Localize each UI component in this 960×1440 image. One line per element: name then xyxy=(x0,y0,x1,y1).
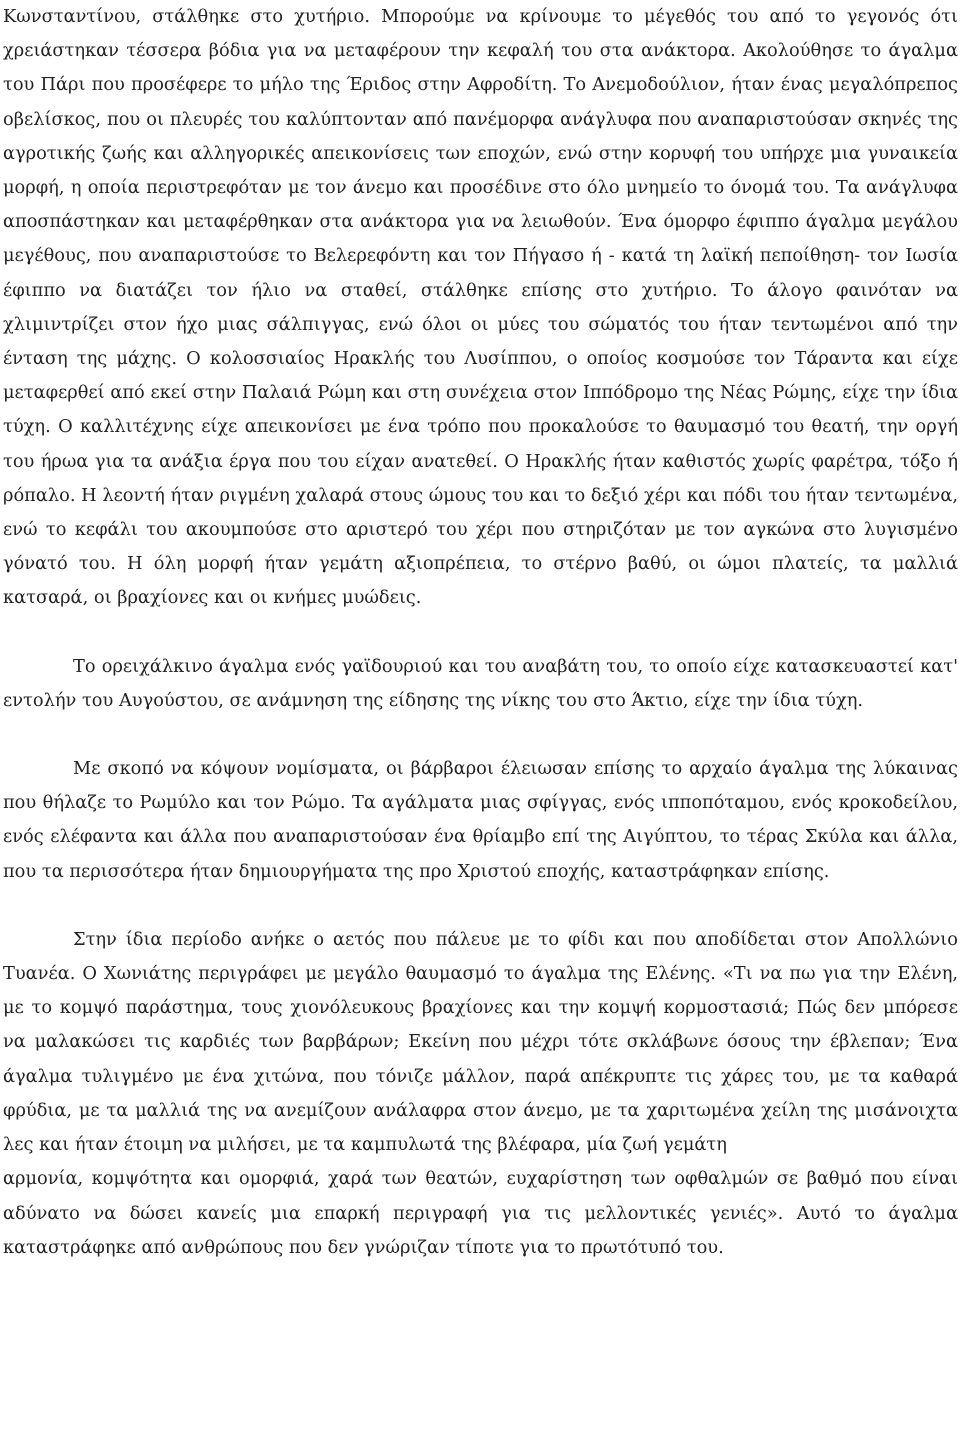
paragraph-helen-statue: Στην ίδια περίοδο ανήκε ο αετός που πάλευε με το φίδι και που αποδίδεται στον Απολλώνιο Τυανέα. Ο Χωνιάτης περιγράφει με μεγάλο θαυμασμό το άγαλμα της Ελένης. «Τι να πω για την Ελένη, με το κομψό παράστημα, τους χιονόλευκους βραχίονες και την κομψή κορμοστασιά; Πώς δεν μπόρεσε να μαλακώσει τις καρδιές των βαρβάρων; Εκείνη που μέχρι τότε σκλάβωνε όσους την έβλεπαν; Ένα άγαλμα τυλιγμένο με ένα χιτώνα, που τόνιζε μάλλον, παρά απέκρυπτε τις χάρες του, με τα καθαρά φρύδια, με τα μαλλιά της να ανεμίζουν ανάλαφρα στον άνεμο, με τα χαριτωμένα χείλη της μισάνοιχτα λες και ήταν έτοιμη να μιλήσει, με τα καμπυλωτά της βλέφαρα, μία ζωή γεμάτη xyxy=(3,928,958,1156)
paragraph-spacer xyxy=(3,889,958,923)
document-page xyxy=(3,0,958,1265)
paragraph-she-wolf: Με σκοπό να κόψουν νομίσματα, οι βάρβαροι έλειωσαν επίσης το αρχαίο άγαλμα της λύκαινας που θήλαζε το Ρωμύλο και τον Ρώμο. Τα αγάλματα μιας σφίγγας, ενός ιπποπόταμου, ενός κροκοδείλου, ενός ελέφαντα και άλλα που αναπαριστούσαν ένα θρίαμβο επί της Αιγύπτου, το τέρας Σκύλα και άλλα, που τα περισσότερα ήταν δημιουργήματα της προ Χριστού εποχής, καταστράφηκαν επίσης. xyxy=(3,758,958,882)
paragraph-donkey-statue: Το ορειχάλκινο άγαλμα ενός γαϊδουριού και του αναβάτη του, το οποίο είχε κατασκευαστεί κατ' εντολήν του Αυγούστου, σε ανάμνηση της είδησης της νίκης του στο Άκτιο, είχε την ίδια τύχη. xyxy=(3,655,958,711)
paragraph-helen-continued: αρμονία, κομψότητα και ομορφιά, χαρά των θεατών, ευχαρίστηση των οφθαλμών σε βαθμό που είναι αδύνατο να δώσει κανείς μια επαρκή περιγραφή για τις μελλοντικές γενιές». Αυτό το άγαλμα καταστράφηκε από ανθρώπους που δεν γνώριζαν τίποτε για το πρωτότυπό του. xyxy=(3,1168,958,1258)
paragraph-spacer xyxy=(3,616,958,650)
paragraph-spacer xyxy=(3,718,958,752)
paragraph-statues-melted: Κωνσταντίνου, στάλθηκε στο χυτήριο. Μπορούμε να κρίνουμε το μέγεθός του από το γεγονός ότι χρειάστηκαν τέσσερα βόδια για να μεταφέρουν την κεφαλή του στα ανάκτορα. Ακολούθησε το άγαλμα του Πάρι που προσέφερε το μήλο της Έριδος στην Αφροδίτη. Το Ανεμοδούλιον, ήταν ένας μεγαλόπρεπος οβελίσκος, που οι πλευρές του καλύπτονταν από πανέμορφα ανάγλυφα που αναπαριστούσαν σκηνές της αγροτικής ζωής και αλληγορικές απεικονίσεις των εποχών, ενώ στην κορυφή του υπήρχε μια γυναικεία μορφή, η οποία περιστρεφόταν με τον άνεμο και προσέδινε στο όλο μνημείο το όνομά του. Τα ανάγλυφα αποσπάστηκαν και μεταφέρθηκαν στα ανάκτορα για να λειωθούν. Ένα όμορφο έφιππο άγαλμα μεγάλου μεγέθους, που αναπαριστούσε το Βελερεφόντη και τον Πήγασο ή - κατά τη λαϊκή πεποίθηση- τον Ιωσία έφιππο να διατάζει τον ήλιο να σταθεί, στάλθηκε επίσης στο χυτήριο. Το άλογο φαινόταν να χλιμιντρίζει στον ήχο μιας σάλπιγγας, ενώ όλοι οι μύες του σώματός του ήταν τεντωμένοι από την ένταση της μάχης. Ο κολοσσιαίος Ηρακλής του Λυσίππου, ο οποίος κοσμούσε τον Τάραντα και είχε μεταφερθεί από εκεί στην Παλαιά Ρώμη και στη συνέχεια στον Ιππόδρομο της Νέας Ρώμης, είχε την ίδια τύχη. Ο καλλιτέχνης είχε απεικονίσει με ένα τρόπο που προκαλούσε το θαυμασμό του θεατή, την οργή του ήρωα για τα ανάξια έργα που του είχαν ανατεθεί. Ο Ηρακλής ήταν καθιστός χωρίς φαρέτρα, τόξο ή ρόπαλο. Η λεοντή ήταν ριγμένη χαλαρά στους ώμους του και το δεξιό χέρι και πόδι του ήταν τεντωμένα, ενώ το κεφάλι του ακουμπούσε στο αριστερό του χέρι που στηριζόταν με τον αγκώνα στο λυγισμένο γόνατό του. Η όλη μορφή ήταν γεμάτη αξιοπρέπεια, το στέρνο βαθύ, οι ώμοι πλατείς, τα μαλλιά κατσαρά, οι βραχίονες και οι κνήμες μυώδεις. xyxy=(3,6,958,609)
